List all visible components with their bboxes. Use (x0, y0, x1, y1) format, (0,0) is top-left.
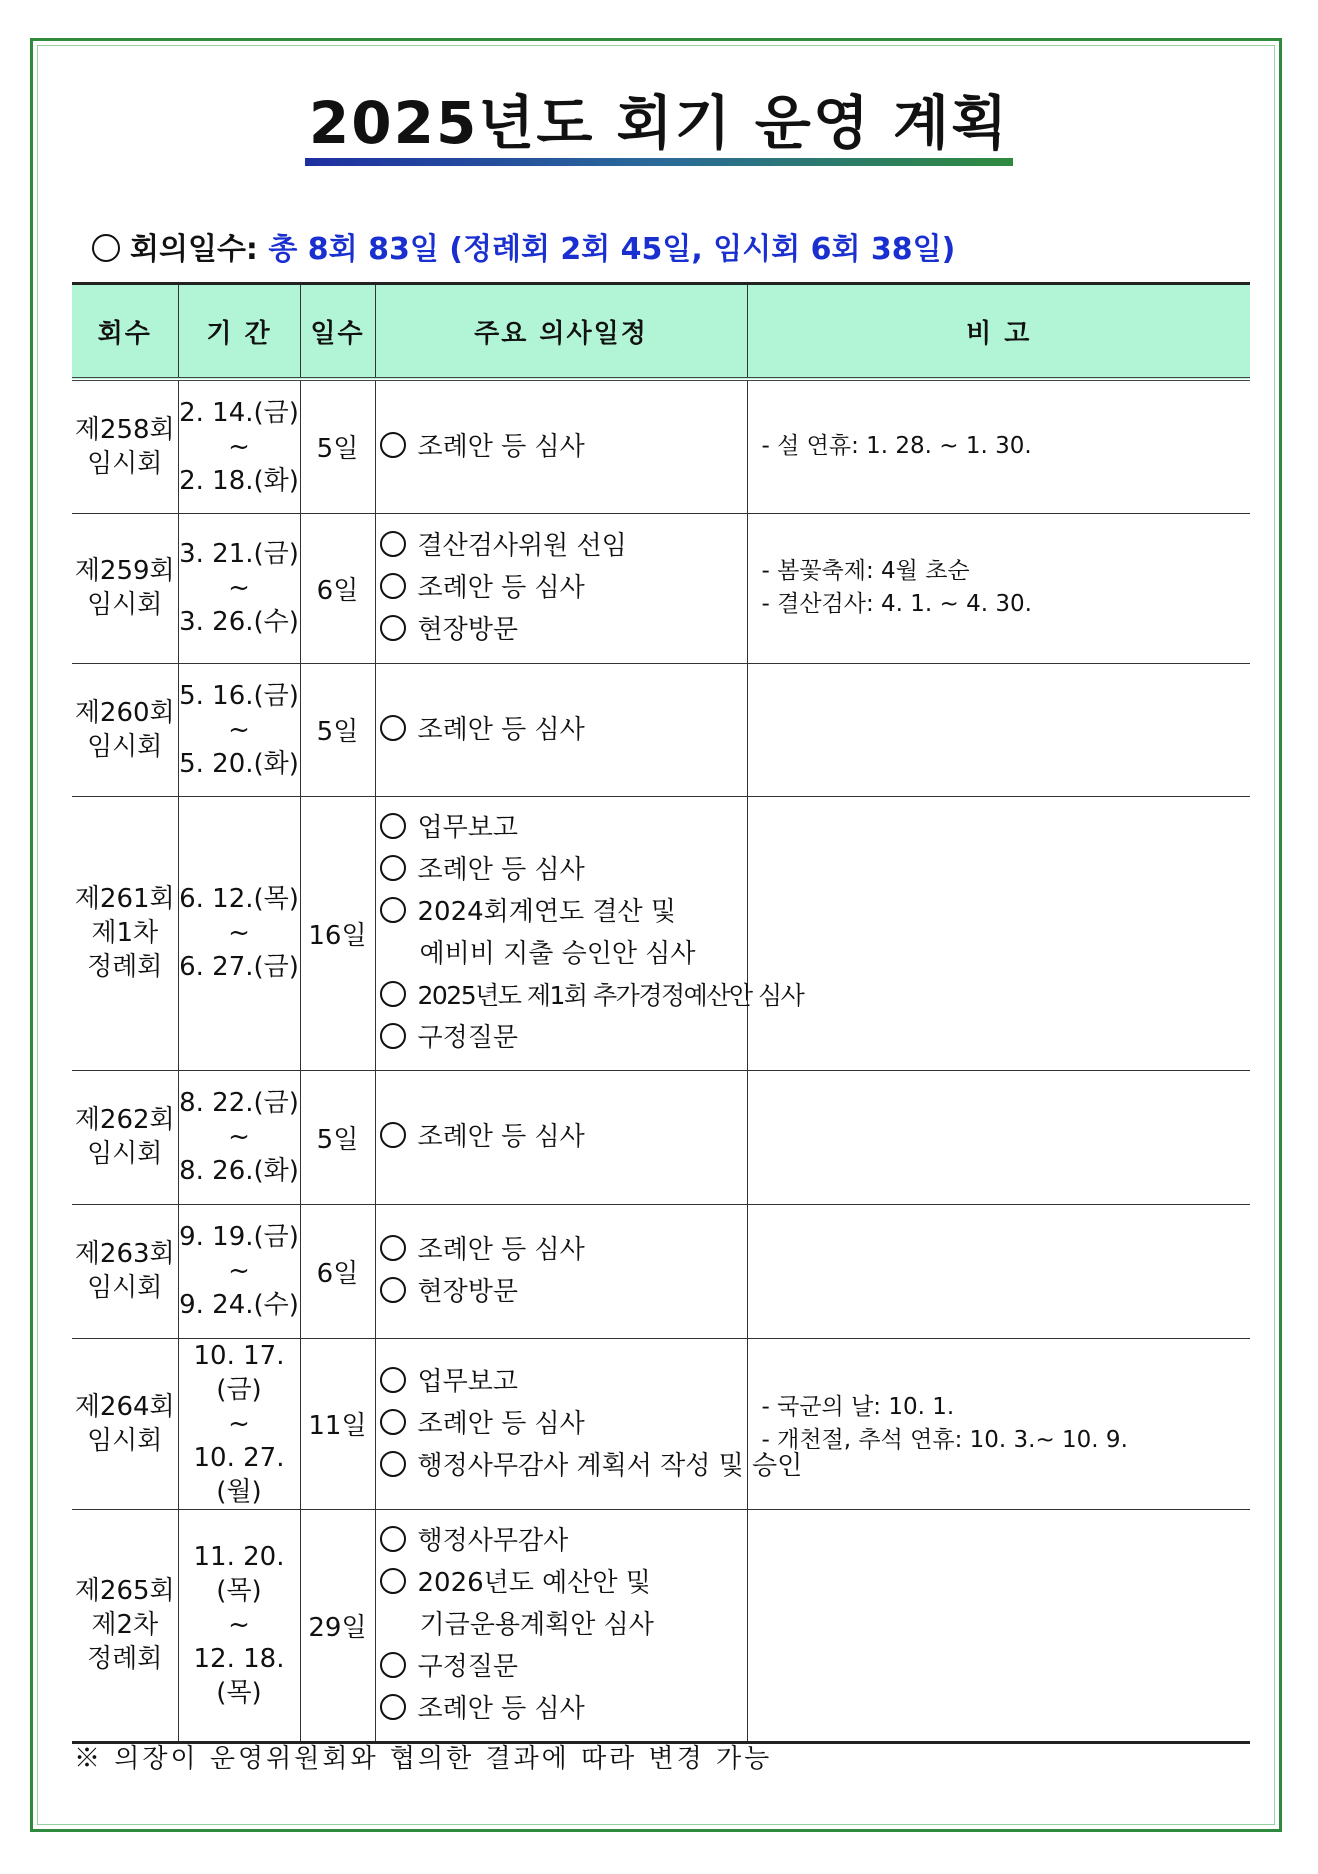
agenda-item (380, 1403, 747, 1445)
note-line: - 설 연휴: 1. 28. ~ 1. 30. (761, 433, 1032, 460)
table-row (72, 379, 1250, 513)
agenda-item-text: 행정사무감사 (417, 1526, 569, 1556)
title-underline (305, 158, 1013, 166)
table-header-row (72, 284, 1250, 380)
round-line: 임시회 (87, 1139, 163, 1169)
table-row (72, 1338, 1250, 1509)
agenda-item-text: 2025년도 제1회 추가경정예산안 심사 (417, 981, 804, 1010)
round-line: 제260회 (74, 697, 175, 728)
cell-agenda (375, 1204, 747, 1338)
agenda-item-text: 2024회계연도 결산 및 (417, 897, 677, 927)
period-line: ~ (228, 1122, 250, 1152)
agenda-item (380, 1604, 747, 1646)
circle-bullet-icon (380, 1409, 406, 1435)
agenda-item-text: 조례안 등 심사 (417, 1122, 585, 1152)
session-schedule-table (72, 282, 1250, 1744)
cell-days: 5일 (300, 379, 375, 513)
agenda-item (380, 849, 747, 891)
agenda-item-text: 조례안 등 심사 (417, 1694, 585, 1724)
round-line: 제259회 (74, 556, 175, 586)
period-line: ~ (228, 1408, 250, 1439)
period-line: ~ (228, 714, 250, 745)
circle-bullet-icon (380, 1023, 406, 1049)
cell-notes (747, 796, 1250, 1070)
agenda-item-text: 조례안 등 심사 (417, 855, 585, 885)
cell-round (72, 663, 178, 796)
cell-agenda (375, 663, 747, 796)
agenda-item (380, 1688, 747, 1730)
circle-bullet-icon (380, 897, 406, 923)
summary-label: 회의일수: (130, 232, 258, 267)
cell-days: 5일 (300, 663, 375, 796)
circle-bullet-icon (380, 432, 406, 458)
circle-bullet-icon (380, 1652, 406, 1678)
period-line: ~ (228, 573, 250, 603)
circle-bullet-icon (380, 1367, 406, 1393)
agenda-item-text: 조례안 등 심사 (417, 431, 585, 462)
agenda-item (380, 567, 747, 609)
cell-round (72, 379, 178, 513)
agenda-item-text: 조례안 등 심사 (417, 1408, 585, 1439)
round-line: 제1차 (91, 918, 159, 948)
title-area (0, 89, 1318, 162)
meeting-days-summary (92, 224, 955, 268)
round-line: 제264회 (74, 1391, 175, 1422)
cell-round (72, 513, 178, 663)
agenda-item (380, 1445, 803, 1487)
period-line: 9. 19.(금) (179, 1222, 299, 1252)
cell-notes (747, 1338, 1250, 1509)
agenda-item-text: 업무보고 (417, 1366, 518, 1397)
round-line: 임시회 (87, 1425, 163, 1456)
agenda-item-text: 현장방문 (417, 1277, 518, 1307)
round-line: 임시회 (87, 731, 163, 762)
cell-days: 6일 (300, 1204, 375, 1338)
agenda-item-text: 조례안 등 심사 (417, 1235, 585, 1265)
cell-notes (747, 1070, 1250, 1204)
period-line: 3. 26.(수) (179, 607, 299, 637)
cell-period (178, 1070, 300, 1204)
cell-notes (747, 1509, 1250, 1742)
agenda-item-text: 예비비 지출 승인안 심사 (419, 939, 696, 969)
period-line: 5. 16.(금) (179, 680, 299, 711)
cell-notes (747, 379, 1250, 513)
cell-days: 6일 (300, 513, 375, 663)
circle-bullet-icon (380, 531, 406, 557)
note-line: - 국군의 날: 10. 1. (761, 1393, 955, 1420)
cell-days: 11일 (300, 1338, 375, 1509)
round-line: 임시회 (87, 448, 163, 479)
round-line: 제262회 (74, 1105, 175, 1135)
period-line: 9. 24.(수) (179, 1290, 299, 1320)
period-line: 2. 14.(금) (179, 397, 299, 428)
period-line: 12. 18.(목) (193, 1644, 285, 1708)
agenda-item (380, 1116, 747, 1158)
circle-bullet-icon (380, 981, 406, 1007)
cell-round (72, 796, 178, 1070)
period-line: 10. 27.(월) (193, 1442, 285, 1507)
circle-bullet-icon (380, 855, 406, 881)
agenda-item (380, 891, 747, 933)
period-line: 2. 18.(화) (179, 465, 299, 496)
agenda-item (380, 1562, 747, 1604)
round-line: 제258회 (74, 414, 175, 445)
cell-agenda (375, 513, 747, 663)
period-line: 5. 20.(화) (179, 748, 299, 779)
period-line: ~ (228, 1256, 250, 1286)
cell-round (72, 1204, 178, 1338)
page-title-text: 2025년도 회기 운영 계획 (308, 89, 1010, 157)
cell-period (178, 379, 300, 513)
cell-period (178, 1509, 300, 1742)
cell-agenda (375, 1070, 747, 1204)
cell-period (178, 1204, 300, 1338)
table-row (72, 513, 1250, 663)
period-line: 8. 26.(화) (179, 1156, 299, 1186)
table-row (72, 663, 1250, 796)
note-line: - 개천절, 추석 연휴: 10. 3.~ 10. 9. (761, 1426, 1128, 1453)
round-line: 제265회 (74, 1576, 175, 1606)
cell-period (178, 663, 300, 796)
table-row (72, 1204, 1250, 1338)
circle-bullet-icon (380, 1568, 406, 1594)
circle-bullet-icon (380, 1526, 406, 1552)
cell-agenda (375, 379, 747, 513)
agenda-item (380, 709, 747, 751)
agenda-item-text: 구정질문 (417, 1652, 518, 1682)
table-row (72, 796, 1250, 1070)
period-line: ~ (228, 431, 250, 462)
circle-bullet-icon (380, 1277, 406, 1303)
period-line: 6. 12.(목) (179, 884, 299, 914)
cell-notes (747, 1204, 1250, 1338)
cell-round (72, 1338, 178, 1509)
agenda-item-text: 기금운용계획안 심사 (419, 1610, 654, 1640)
round-line: 임시회 (87, 590, 163, 620)
circle-bullet-icon (380, 1451, 406, 1477)
cell-period (178, 796, 300, 1070)
round-line: 제2차 (91, 1610, 159, 1640)
header-days: 일수 (300, 284, 375, 380)
table-row (72, 1070, 1250, 1204)
agenda-item (380, 1229, 747, 1271)
period-line: 10. 17.(금) (193, 1340, 285, 1405)
circle-bullet-icon (380, 1122, 406, 1148)
circle-bullet-icon (380, 615, 406, 641)
circle-bullet-icon (92, 234, 120, 262)
circle-bullet-icon (380, 1235, 406, 1261)
agenda-item (380, 933, 747, 975)
cell-agenda (375, 1338, 803, 1509)
agenda-item-text: 조례안 등 심사 (417, 573, 585, 603)
header-agenda: 주요 의사일정 (375, 284, 747, 380)
agenda-item (380, 1271, 747, 1313)
table-body (72, 379, 1250, 1742)
cell-period (178, 1338, 300, 1509)
round-line: 제263회 (74, 1239, 175, 1269)
agenda-item (380, 975, 804, 1017)
agenda-item (380, 1646, 747, 1688)
period-line: 8. 22.(금) (179, 1088, 299, 1118)
agenda-item (380, 525, 747, 567)
cell-notes (747, 663, 1250, 796)
header-round: 회수 (72, 284, 178, 380)
cell-days: 29일 (300, 1509, 375, 1742)
agenda-item (380, 1017, 747, 1059)
cell-days: 5일 (300, 1070, 375, 1204)
cell-period (178, 513, 300, 663)
round-line: 임시회 (87, 1273, 163, 1303)
agenda-item-text: 구정질문 (417, 1023, 518, 1053)
cell-round (72, 1070, 178, 1204)
agenda-item-text: 2026년도 예산안 및 (417, 1568, 651, 1598)
header-notes: 비 고 (747, 284, 1250, 380)
note-line: - 결산검사: 4. 1. ~ 4. 30. (761, 591, 1032, 617)
agenda-item (380, 609, 747, 651)
round-line: 정례회 (87, 1644, 163, 1674)
period-line: 11. 20.(목) (193, 1542, 285, 1606)
agenda-item-text: 행정사무감사 계획서 작성 및 승인 (417, 1450, 803, 1481)
summary-value: 총 8회 83일 (정례회 2회 45일, 임시회 6회 38일) (268, 232, 956, 267)
note-line: - 봄꽃축제: 4월 초순 (761, 558, 970, 584)
agenda-item-text: 조례안 등 심사 (417, 714, 585, 745)
cell-days: 16일 (300, 796, 375, 1070)
cell-agenda (375, 1509, 747, 1742)
footnote: ※ 의장이 운영위원회와 협의한 결과에 따라 변경 가능 (74, 1744, 773, 1774)
period-line: ~ (228, 918, 250, 948)
period-line: ~ (228, 1610, 250, 1640)
round-line: 제261회 (74, 884, 175, 914)
round-line: 정례회 (87, 952, 163, 982)
agenda-item (380, 807, 747, 849)
circle-bullet-icon (380, 1694, 406, 1720)
table-row (72, 1509, 1250, 1742)
circle-bullet-icon (380, 715, 406, 741)
period-line: 3. 21.(금) (179, 539, 299, 569)
cell-notes (747, 513, 1250, 663)
agenda-item-text: 결산검사위원 선임 (417, 531, 627, 561)
period-line: 6. 27.(금) (179, 952, 299, 982)
header-period: 기 간 (178, 284, 300, 380)
agenda-item (380, 426, 747, 468)
cell-round (72, 1509, 178, 1742)
circle-bullet-icon (380, 573, 406, 599)
agenda-item-text: 업무보고 (417, 813, 518, 843)
agenda-item (380, 1520, 747, 1562)
agenda-item (380, 1361, 747, 1403)
page-title (305, 89, 1013, 162)
agenda-item-text: 현장방문 (417, 615, 518, 645)
cell-agenda (375, 796, 804, 1070)
circle-bullet-icon (380, 813, 406, 839)
